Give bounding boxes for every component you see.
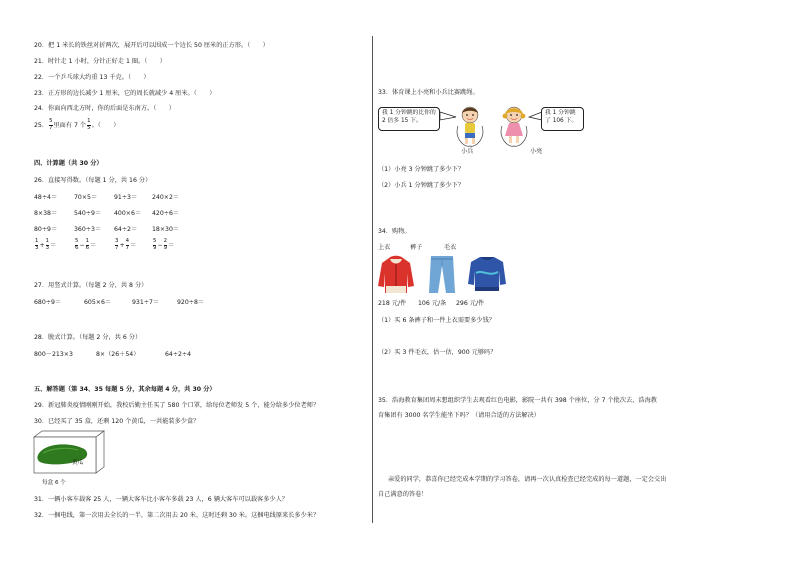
- calc-item: 540÷9＝: [74, 210, 102, 217]
- q26-text: 26．直接写得数。（每题 1 分，共 16 分）: [34, 177, 152, 184]
- sweater-icon: [468, 256, 506, 292]
- step-calc-item: 64÷2÷4: [165, 351, 192, 358]
- calc-item: 240×2＝: [152, 194, 180, 201]
- closing-line2: 自己满意的答卷！: [378, 491, 428, 498]
- calc-item: 18×30＝: [152, 226, 180, 233]
- box-label: 黄瓜: [72, 460, 84, 466]
- q27-text: 27．用竖式计算。（每题 2 分，共 8 分）: [34, 282, 148, 289]
- calc-item: 420÷6＝: [152, 210, 180, 217]
- item-label-sweater: 毛衣: [444, 244, 457, 251]
- q25-text: [34, 119, 119, 133]
- vertical-calc-item: 680÷9＝: [34, 299, 62, 306]
- vertical-calc-item: 920÷8＝: [177, 299, 205, 306]
- fraction-calc-item: $\frac{1}{3}$ + $\frac{1}{3}$ ＝: [35, 238, 57, 251]
- q25-suffix: 。（ ）: [91, 122, 120, 129]
- vertical-calc-item: 931÷7＝: [132, 299, 160, 306]
- q34-part2: （2）买 3 件毛衣，估一估，900 元够吗？: [378, 349, 497, 356]
- calc-item: 8×38＝: [34, 210, 58, 217]
- price-pants: 106 元/条: [418, 300, 447, 307]
- q33-part1: （1）小亮 3 分钟跳了多少下？: [378, 166, 465, 173]
- q34-text: 34．购物。: [378, 228, 411, 235]
- q33-text: 33．体育课上小亮和小兵比赛跳绳。: [378, 89, 479, 96]
- calc-item: 48÷4＝: [34, 194, 58, 201]
- column-divider: [372, 36, 373, 523]
- q25-fraction-1: $\frac{5}{7}$: [49, 118, 53, 131]
- step-calc-item: 8×（26＋54）: [96, 351, 140, 358]
- q35-line1: 35．浩海教育集团周末想组织学生去观看红色电影，影院一共有 398 个座位，分 7 个批次去，浩海教: [378, 397, 657, 404]
- q21-text: 21．时针走 1 小时，分针正好走 1 圈。（ ）: [34, 58, 166, 65]
- q32-text: 32．一捆电线，第一次用去全长的一半，第二次用去 20 米，这时还剩 30 米。这捆电线原来长多少米？: [34, 512, 320, 519]
- calc-item: 70×5＝: [74, 194, 98, 201]
- speech-bubble-2: 我 1 分钟跳了 106 下。: [541, 107, 584, 131]
- closing-line1: 亲爱的同学，恭喜你已经完成本学期的学习答卷，请再一次认真检查已经完成的每一道题，一定会交出: [388, 476, 667, 483]
- q25-fraction-2: $\frac{1}{5}$: [87, 118, 91, 131]
- girl-name-label: 小亮: [530, 148, 543, 155]
- q33-part2: （2）小兵 1 分钟跳了多少下？: [378, 182, 465, 189]
- q22-text: 22．一个乒乓球大约重 13 千克。（ ）: [34, 74, 150, 81]
- calc-item: 91÷3＝: [114, 194, 138, 201]
- boy-jumping-icon: [456, 104, 484, 148]
- fraction-calc-item: $\frac{3}{7}$ + $\frac{4}{7}$ ＝: [115, 238, 137, 251]
- calc-item: 360÷3＝: [74, 226, 102, 233]
- q23-text: 23．正方形的边长减少 1 厘米，它的周长就减少 4 厘米。（ ）: [34, 90, 216, 97]
- item-label-coat: 上衣: [378, 244, 391, 251]
- section-4-heading: 四、计算题（共 30 分）: [34, 160, 103, 167]
- q25-prefix: 25．: [34, 122, 49, 129]
- fraction-calc-item: $\frac{5}{9}$ − $\frac{2}{9}$ ＝: [153, 238, 175, 251]
- q29-text: 29．新冠肺炎疫情刚刚开始，我校后勤主任买了 580 个口罩，给每位老师发 5 个，能分给多少位老师？: [34, 402, 320, 409]
- vertical-calc-item: 605×6＝: [84, 299, 112, 306]
- bubble-1-tail: [436, 112, 458, 122]
- q24-text: 24．你面向西北方时，你的后面是东南方。（ ）: [34, 105, 175, 112]
- box-caption: 每盒 6 个: [42, 480, 66, 486]
- q35-line2: 育集团有 3000 名学生能坐下吗？（请用合适的方法解决）: [378, 412, 540, 419]
- q31-text: 31．一辆小客车载客 25 人，一辆大客车比小客车多载 23 人，6 辆大客车可以载客多少人？: [34, 496, 288, 503]
- cucumber-box-image: [34, 429, 106, 475]
- item-label-pants: 裤子: [410, 244, 423, 251]
- price-sweater: 296 元/件: [456, 300, 485, 307]
- q28-text: 28．脱式计算。（每题 2 分，共 6 分）: [34, 334, 142, 341]
- q20-text: 20．把 1 米长的铁丝对折两次，展开后可以围成一个边长 50 厘米的正方形。（ ）: [34, 42, 269, 49]
- calc-item: 64÷2＝: [114, 226, 138, 233]
- section-5-heading: 五、解答题（第 34、35 每题 5 分，其余每题 4 分，共 30 分）: [34, 386, 216, 393]
- q34-part1: （1）买 6 条裤子和一件上衣需要多少钱？: [378, 317, 495, 324]
- calc-item: 400×6＝: [114, 210, 142, 217]
- fraction-calc-item: $\frac{5}{6}$ − $\frac{1}{6}$ ＝: [75, 238, 97, 251]
- price-coat: 218 元/件: [378, 300, 407, 307]
- step-calc-item: 800－213×3: [34, 351, 73, 358]
- coat-icon: [378, 256, 414, 294]
- fraction-calc-row: [34, 238, 234, 254]
- q25-middle: 里面有 7 个: [53, 122, 87, 129]
- pants-icon: [428, 256, 456, 294]
- speech-bubble-1: 我 1 分钟跳的比你的 2 倍多 15 下。: [378, 107, 440, 131]
- boy-name-label: 小兵: [461, 148, 474, 155]
- calc-item: 80÷9＝: [34, 226, 58, 233]
- girl-jumping-icon: [499, 104, 529, 148]
- q30-text: 30．已经买了 35 盒，还剩 120 个黄瓜，一共能装多少盒？: [34, 418, 200, 425]
